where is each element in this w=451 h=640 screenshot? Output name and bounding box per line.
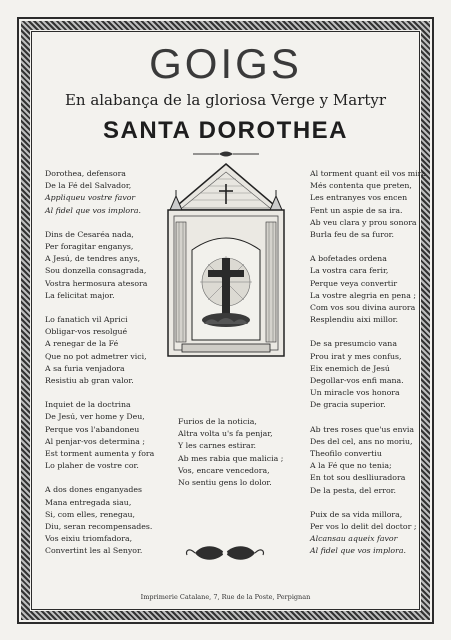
- verse-line: Un miracle vos honora: [310, 388, 400, 398]
- verse-line: A renegar de la Fé: [45, 339, 119, 349]
- verse-stanza: [45, 168, 154, 217]
- verse-line: A dos dones enganyades: [45, 485, 143, 495]
- verse-stanza: [45, 314, 154, 387]
- verse-line: Al penjar-vos determina ;: [45, 436, 145, 446]
- verse-line: De gracia superior.: [310, 400, 386, 410]
- verse-line: Appliqueu vostre favor: [45, 193, 136, 203]
- verse-line: Alcansau aqueix favor: [310, 534, 398, 544]
- verse-stanza: [310, 253, 426, 326]
- verse-line: En tot sou deslliuradora: [310, 473, 406, 483]
- verse-stanza: [45, 484, 154, 557]
- bottom-flourish-ornament: [185, 543, 265, 563]
- verse-line: Si, com elles, renegau,: [45, 509, 136, 519]
- verse-line: Com vos sou divina aurora: [310, 303, 416, 313]
- verse-line: A sa furia venjadora: [45, 363, 125, 373]
- verse-line: Les entranyes vos encen: [310, 193, 408, 203]
- verse-stanza: [310, 509, 426, 558]
- verse-line: Dorothea, defensora: [45, 169, 126, 178]
- verse-stanza: [178, 416, 283, 489]
- printer-imprint: Imprimerie Catalane, 7, Rue de la Poste, Perpignan: [140, 593, 311, 601]
- verse-line: Puix de sa vida millora,: [310, 509, 403, 519]
- verse-stanza: [45, 399, 154, 472]
- page-title: GOIGS: [149, 40, 302, 87]
- verse-line: Mana entregada siau,: [45, 497, 132, 507]
- verse-line: Fent un aspie de sa ira.: [310, 205, 403, 215]
- verse-line: De la Fé del Salvador,: [45, 181, 132, 191]
- title-divider-ornament: [193, 150, 259, 158]
- verse-line: Vos eixiu triomfadora,: [45, 534, 133, 544]
- verse-line: Convertint les al Senyor.: [45, 546, 143, 556]
- verse-line: De sa presumcio vana: [310, 339, 397, 349]
- verse-line: Vostra hermosura atesora: [45, 278, 148, 288]
- verse-line: Perque vos l'abandoneu: [45, 424, 140, 434]
- verse-line: Lo plaher de vostre cor.: [45, 461, 139, 471]
- verse-line: Més contenta que preten,: [310, 181, 412, 191]
- verse-line: Al fidel que vos implora.: [45, 205, 141, 215]
- verse-line: Que no pot admetrer vici,: [45, 351, 147, 361]
- verse-line: Ab veu clara y prou sonora: [310, 217, 417, 227]
- verse-line: No sentiu gens lo dolor.: [178, 478, 272, 488]
- verse-line: Al torment quant eil vos mira: [310, 169, 427, 178]
- verse-line: A la Fé que no tenia;: [310, 461, 392, 471]
- verse-line: Per vos lo delit del doctor ;: [310, 522, 417, 532]
- verse-line: Resplendiu aixi millor.: [310, 315, 399, 325]
- verse-line: Ab tres roses que'us envia: [310, 424, 415, 434]
- verse-stanza: [45, 229, 154, 302]
- verse-line: Obligar-vos resolgué: [45, 327, 128, 337]
- verse-line: Inquiet de la doctrina: [45, 400, 131, 410]
- verse-line: Ab mes rabia que malicia ;: [178, 453, 284, 463]
- verse-line: A bofetades ordena: [310, 254, 387, 264]
- verse-stanza: [310, 168, 426, 241]
- verse-line: Diu, seran recompensades.: [45, 522, 153, 532]
- page-subtitle: En alabança de la gloriosa Verge y Martyr: [64, 91, 387, 109]
- middle-column: [178, 416, 283, 501]
- saint-name: SANTA DOROTHEA: [103, 117, 348, 144]
- verse-stanza: [310, 424, 426, 497]
- verse-line: Theofilo convertiu: [310, 449, 382, 459]
- verse-line: Furios de la noticia,: [178, 417, 257, 426]
- verse-line: Perque veya convertir: [310, 278, 398, 288]
- verse-line: Dins de Cesaréa nada,: [45, 229, 134, 239]
- verse-line: La felicitat major.: [45, 290, 115, 300]
- verse-line: A Jesú, de tendres anys,: [45, 254, 141, 264]
- right-column: [310, 168, 426, 570]
- verse-line: La vostre alegria en pena ;: [310, 290, 416, 300]
- verse-line: Prou irat y mes confus,: [310, 351, 402, 361]
- verse-line: De la pesta, del error.: [310, 485, 396, 495]
- left-column: [45, 168, 154, 570]
- verse-line: Al fidel que vos implora.: [310, 546, 406, 556]
- verse-stanza: [310, 338, 426, 411]
- verse-line: Est torment aumenta y fora: [45, 449, 155, 459]
- verse-line: Eix enemich de Jesú: [310, 363, 390, 373]
- verse-line: De Jesú, ver home y Deu,: [45, 412, 145, 422]
- verse-line: Altra volta u's fa penjar,: [178, 429, 273, 439]
- verse-line: Lo fanatich vil Aprici: [45, 315, 128, 325]
- verse-line: Des del cel, ans no moriu,: [310, 436, 413, 446]
- verse-line: Vos, encare vencedora,: [178, 465, 270, 475]
- verse-line: Sou donzella consagrada,: [45, 266, 147, 276]
- verse-line: Burla feu de sa furor.: [310, 230, 394, 240]
- cross-shrine-illustration: [162, 160, 290, 360]
- verse-line: La vostra cara ferir,: [310, 266, 389, 276]
- verse-line: Per foragitar enganys,: [45, 242, 134, 252]
- verse-line: Resistiu ab gran valor.: [45, 376, 134, 386]
- verse-line: Y les carnes estirar.: [178, 441, 257, 451]
- verse-line: Degollar-vos enfi mana.: [310, 376, 404, 386]
